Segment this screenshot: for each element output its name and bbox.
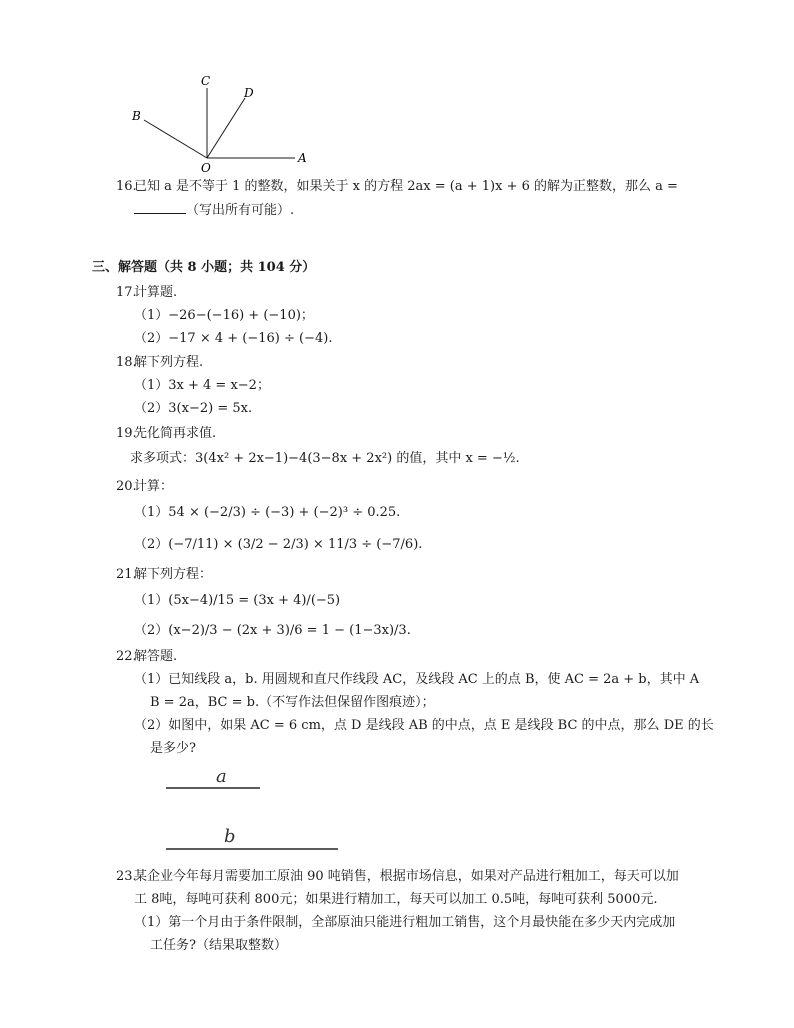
q23-line2: 工 8吨，每吨可获利 800元；如果进行精加工，每天可以加工 0.5吨，每吨可获利 5000元.	[134, 892, 658, 907]
q16-line2-text: （写出所有可能）.	[186, 203, 295, 218]
ray-od	[207, 98, 245, 158]
ray-ob	[144, 120, 207, 158]
q18-part2: （2）3(x−2) = 5x.	[134, 401, 253, 416]
q17-number: 17.	[116, 285, 137, 300]
q20-part2: （2）(−7/11) × (3/2 − 2/3) × 11/3 ÷ (−7/6).	[134, 537, 423, 552]
q22-part2-line1: （2）如图中，如果 AC = 6 cm，点 D 是线段 AB 的中点，点 E 是线段 BC 的中点，那么 DE 的长	[134, 718, 714, 733]
q23-line1: 某企业今年每月需要加工原油 90 吨销售，根据市场信息，如果对产品进行粗加工，每天可以加	[134, 869, 679, 884]
label-b: B	[132, 109, 141, 123]
q21-part2: （2）(x−2)/3 − (2x + 3)/6 = 1 − (1−3x)/3.	[134, 623, 411, 638]
angle-figure	[120, 70, 320, 175]
label-c: C	[201, 74, 211, 88]
q19-number: 19.	[116, 426, 137, 441]
q22-part1-line2: B = 2a，BC = b.（不写作法但保留作图痕迹）；	[150, 695, 435, 710]
q16-line2	[134, 201, 294, 220]
label-o: O	[201, 161, 211, 175]
q22-stem: 解答题.	[134, 649, 178, 664]
q23-part1-line2: 工任务?（结果取整数）	[150, 938, 287, 953]
section-3-title: 三、解答题（共 8 小题；共 104 分）	[92, 260, 316, 275]
q23-number: 23.	[116, 869, 137, 884]
segments-figure	[160, 764, 350, 856]
q16-number: 16.	[116, 179, 137, 194]
segment-b-label: b	[224, 826, 236, 847]
q21-number: 21.	[116, 567, 137, 582]
q22-part2-line2: 是多少?	[150, 741, 196, 756]
q18-number: 18.	[116, 355, 137, 370]
q16-answer-blank[interactable]	[134, 201, 186, 214]
q18-stem: 解下列方程.	[134, 355, 204, 370]
q19-stem: 先化简再求值.	[134, 426, 217, 441]
q17-stem: 计算题.	[134, 285, 178, 300]
q22-number: 22.	[116, 649, 137, 664]
q18-part1: （1）3x + 4 = x−2；	[134, 378, 270, 393]
q20-part1: （1）54 × (−2/3) ÷ (−3) + (−2)³ ÷ 0.25.	[134, 505, 401, 520]
q19-part1: 求多项式：3(4x² + 2x−1)−4(3−8x + 2x²) 的值，其中 x = −½.	[130, 451, 520, 466]
label-a: A	[298, 151, 307, 165]
q20-number: 20.	[116, 479, 137, 494]
q21-part1: （1）(5x−4)/15 = (3x + 4)/(−5)	[134, 593, 341, 608]
q22-part1-line1: （1）已知线段 a，b. 用圆规和直尺作线段 AC，及线段 AC 上的点 B，使 AC = 2a + b，其中 A	[134, 672, 700, 687]
q21-stem: 解下列方程：	[134, 567, 213, 582]
label-d: D	[244, 86, 254, 100]
segment-a-label: a	[216, 766, 227, 787]
q17-part1: （1）−26−(−16) + (−10)；	[134, 308, 314, 323]
q17-part2: （2）−17 × 4 + (−16) ÷ (−4).	[134, 331, 333, 346]
q16-line1: 已知 a 是不等于 1 的整数，如果关于 x 的方程 2ax = (a + 1)x + 6 的解为正整数，那么 a =	[134, 179, 678, 194]
q23-part1-line1: （1）第一个月由于条件限制，全部原油只能进行粗加工销售，这个月最快能在多少天内完成加	[134, 915, 676, 930]
q20-stem: 计算：	[134, 479, 174, 494]
